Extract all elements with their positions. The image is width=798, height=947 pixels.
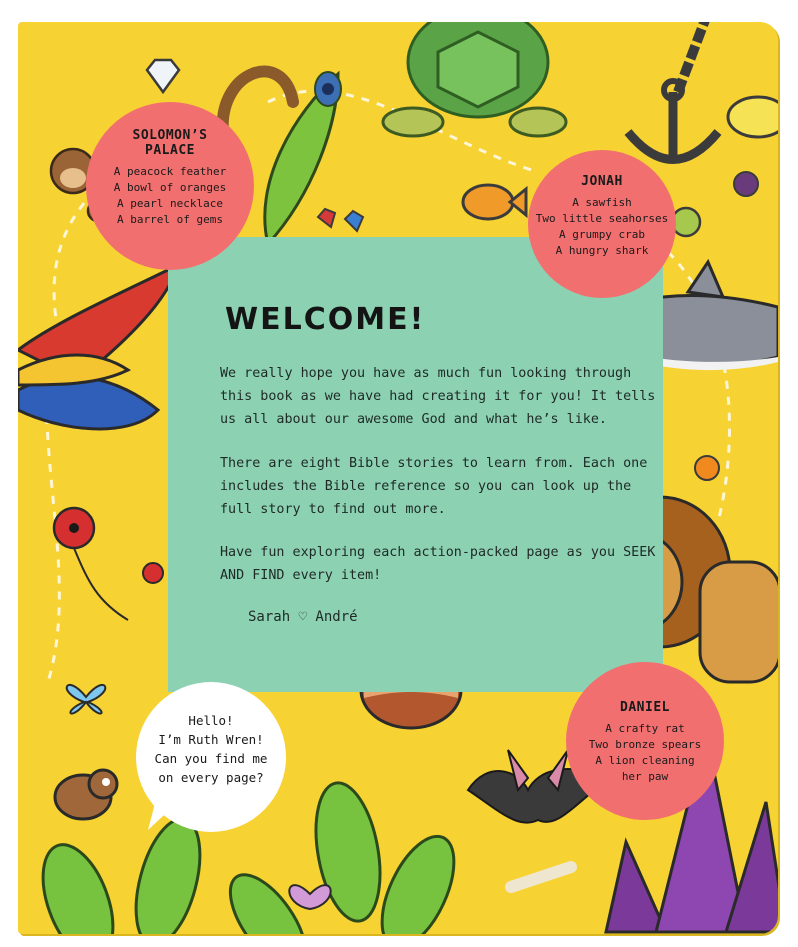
speech-line: on every page? [158, 770, 264, 785]
ladybug-icon [140, 560, 166, 586]
welcome-heading: WELCOME! [225, 302, 426, 337]
welcome-panel [168, 237, 663, 692]
gems-icon [313, 207, 373, 237]
story-circle-jonah [528, 150, 676, 298]
orange-icon [693, 452, 723, 482]
story-title: DANIEL [620, 700, 670, 715]
poppy-icon [48, 502, 138, 622]
story-item: her paw [621, 770, 669, 783]
fish-icon [723, 92, 778, 142]
story-circle-solomon [86, 102, 254, 270]
welcome-paragraph-1: We really hope you have as much fun looking through this book as we have had creating it for you! It tells us all about our awesome God and what he’s like. [220, 366, 656, 427]
welcome-paragraph-3: Have fun exploring each action-packed page as you SEEK AND FIND every item! [220, 545, 656, 583]
story-items [566, 721, 724, 785]
bone-icon [496, 852, 586, 902]
story-item: Two bronze spears [588, 738, 702, 751]
story-title: SOLOMON’S PALACE [132, 128, 208, 158]
story-item: A lion cleaning [595, 754, 695, 767]
turtle-icon [378, 22, 578, 162]
story-item: A grumpy crab [558, 228, 646, 241]
speech-bubble-text [136, 682, 286, 787]
speech-line: Hello! [188, 713, 234, 728]
book-cover [18, 22, 778, 934]
speech-line: Can you find me [154, 751, 268, 766]
story-item: A bowl of oranges [113, 181, 227, 194]
story-items [528, 195, 676, 259]
diamond-icon [143, 58, 183, 94]
welcome-paragraph-2: There are eight Bible stories to learn from. Each one includes the Bible reference so you can look up the full story to find out more. [220, 456, 648, 517]
story-circle-daniel [566, 662, 724, 820]
speech-bubble [136, 682, 286, 832]
speech-line: I’m Ruth Wren! [158, 732, 264, 747]
pink-butterfly-icon [280, 864, 340, 924]
butterfly-icon [56, 672, 116, 722]
story-item: A pearl necklace [117, 197, 223, 210]
story-title: JONAH [581, 174, 623, 189]
orange-fish-icon [458, 177, 528, 227]
story-item: Two little seahorses [535, 212, 669, 225]
story-item: A barrel of gems [117, 213, 223, 226]
story-item: A peacock feather [113, 165, 227, 178]
signature: Sarah ♡ André [248, 609, 358, 625]
story-item: A crafty rat [605, 722, 685, 735]
shell-icon [732, 170, 762, 200]
parrot-icon [18, 260, 188, 450]
story-items [86, 164, 254, 228]
story-item: A sawfish [572, 196, 632, 209]
story-item: A hungry shark [555, 244, 649, 257]
